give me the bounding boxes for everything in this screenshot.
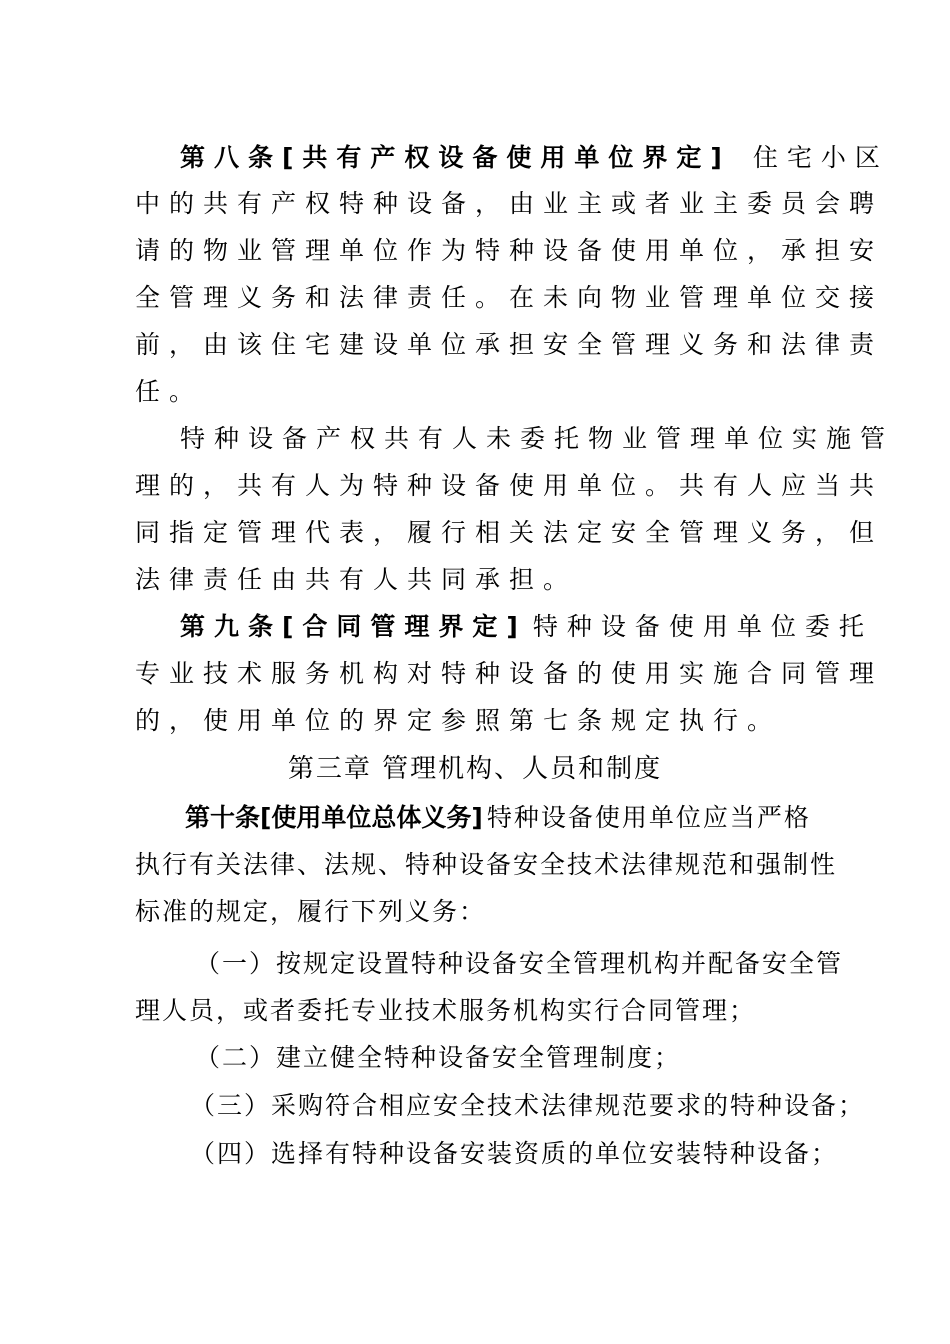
- article-8-para2-line-2: 理的，共有人为特种设备使用单位。共有人应当共: [135, 471, 884, 500]
- article-10-line-3: 标准的规定，履行下列义务：: [135, 897, 487, 926]
- chapter-heading: 第三章 管理机构、人员和制度: [287, 754, 663, 784]
- article-10-item-1-cont: 理人员，或者委托专业技术服务机构实行合同管理；: [135, 996, 757, 1025]
- article-10-item-1: （一）按规定设置特种设备安全管理机构并配备安全管: [195, 949, 844, 978]
- article-10-item-4: （四）选择有特种设备安装资质的单位安装特种设备；: [190, 1139, 839, 1168]
- article-8-line-1: [180, 140, 889, 176]
- article-9-line-1: [180, 609, 873, 645]
- article-10-text-start: 特种设备使用单位应当严格: [486, 803, 811, 832]
- article-8-line-3: 请的物业管理单位作为特种设备使用单位，承担安: [135, 236, 884, 265]
- article-9-text-start: 特种设备使用单位委托: [532, 612, 873, 641]
- article-9-line-3: 的，使用单位的界定参照第七条规定执行。: [135, 706, 782, 735]
- article-8-heading: 第八条[共有产权设备使用单位界定]: [180, 143, 731, 172]
- article-8-line-5: 前，由该住宅建设单位承担安全管理义务和法律责: [135, 330, 884, 359]
- article-8-line-6: 任。: [135, 377, 204, 406]
- article-8-para2-line-3: 同指定管理代表，履行相关法定安全管理义务，但: [135, 518, 884, 547]
- article-10-heading: 第十条[使用单位总体义务]: [185, 803, 483, 832]
- article-8-line-4: 全管理义务和法律责任。在未向物业管理单位交接: [135, 283, 884, 312]
- article-8-text-start: 住宅小区: [752, 143, 889, 172]
- article-9-heading: 第九条[合同管理界定]: [180, 612, 527, 641]
- article-8-para2-line-1: 特种设备产权共有人未委托物业管理单位实施管: [180, 424, 895, 453]
- article-10-item-2: （二）建立健全特种设备安全管理制度；: [195, 1043, 682, 1072]
- article-8-para2-line-4: 法律责任由共有人共同承担。: [135, 565, 578, 594]
- article-9-line-2: 专业技术服务机构对特种设备的使用实施合同管理: [135, 659, 884, 688]
- article-10-line-1: [185, 800, 825, 836]
- article-10-item-3: （三）采购符合相应安全技术法律规范要求的特种设备；: [190, 1091, 866, 1120]
- article-10-line-2: 执行有关法律、法规、特种设备安全技术法律规范和强制性: [135, 850, 838, 879]
- article-8-line-2: 中的共有产权特种设备，由业主或者业主委员会聘: [135, 189, 884, 218]
